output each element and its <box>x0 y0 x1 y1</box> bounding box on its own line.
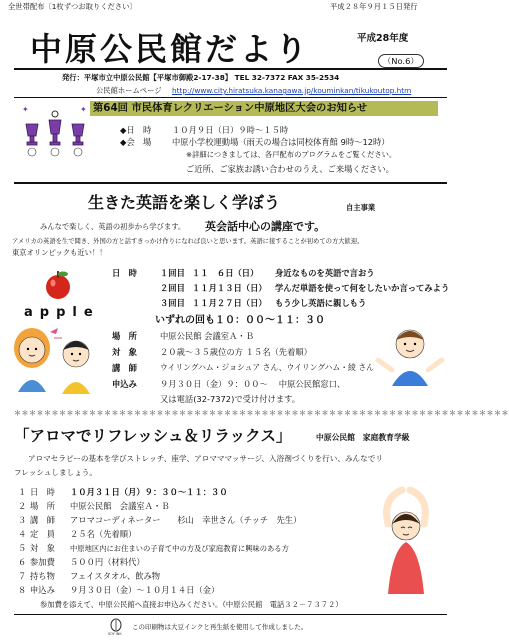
session-2-topic: 学んだ単語を使って何をしたいか言ってみよう <box>275 283 450 293</box>
session-time: いずれの回も１０：００～１１：３０ <box>155 315 325 326</box>
svg-text:✦: ✦ <box>22 105 29 114</box>
children-talking-illustration <box>10 322 102 400</box>
aroma-item-num: ３ <box>18 515 27 525</box>
sports-place-value: 中原小学校運動場（雨天の場合は同校体育館 9時～12時） <box>172 137 390 147</box>
english-course-tag: 自主事業 <box>346 203 376 212</box>
english-lead-big: 英会話中心の講座です。 <box>205 220 326 233</box>
masthead-rule <box>14 68 447 70</box>
olympic-note: 東京オリンピックも近い！！ <box>12 248 107 257</box>
sports-place-label: ◆会 場 <box>120 137 152 147</box>
place-label: 場 所 <box>112 331 137 341</box>
trophy-cups-illustration <box>20 100 90 168</box>
session-3-topic: もう少し英語に親しもう <box>275 298 367 308</box>
aroma-item-label: 講 師 <box>30 515 55 525</box>
aroma-item-label: 参加費 <box>30 557 55 567</box>
aroma-item-label: 定 員 <box>30 529 55 539</box>
aroma-class-title: 「アロマでリフレッシュ＆リラックス」 <box>14 427 292 445</box>
issue-number: （No.6） <box>378 54 424 68</box>
soy-ink-logo <box>108 618 124 636</box>
aroma-item-num: ８ <box>18 585 27 595</box>
session-1-date: １１ ６日（日） <box>192 268 259 278</box>
star-divider: ＊＊＊＊＊＊＊＊＊＊＊＊＊＊＊＊＊＊＊＊＊＊＊＊＊＊＊＊＊＊＊＊＊＊＊＊＊＊＊＊＊＊＊＊＊＊＊＊＊＊＊＊＊＊＊＊＊＊＊＊＊＊＊＊＊＊ <box>14 409 509 417</box>
homepage-label: 公民館ホームページ <box>96 86 162 95</box>
english-lead-small: みんなで楽しく、英語の初歩から学びます。 <box>40 222 186 231</box>
session-3-number: ３回目 <box>160 298 185 308</box>
aroma-desc-2: フレッシュしましょう。 <box>14 468 97 477</box>
aroma-item-value: フェイスタオル、飲み物 <box>70 571 161 581</box>
issue-date: 平成２８年９月１５日発行 <box>330 2 418 11</box>
sports-note-program: ※詳細につきましては、各戸配布のプログラムをご覧ください。 <box>186 150 397 159</box>
section-rule <box>14 182 447 184</box>
distribution-note: 全世帯配布〔1枚ずつお取りください〕 <box>8 2 137 11</box>
aroma-item-6 <box>18 556 145 568</box>
apple-icon <box>42 268 74 300</box>
aroma-item-num: １ <box>18 487 27 497</box>
fiscal-year: 平成28年度 <box>357 33 409 44</box>
aroma-item-num: ７ <box>18 571 27 581</box>
apply-value-2: 又は電話(32-7372)で受け付けます。 <box>160 394 301 404</box>
instructor-value: ウイリングハム・ジョシュア さん、ウイリングハム・綾 さん <box>160 363 374 372</box>
aroma-item-num: ６ <box>18 557 27 567</box>
svg-text:✦: ✦ <box>80 105 87 114</box>
aroma-item-num: ５ <box>18 543 27 553</box>
teacher-man-illustration <box>372 320 448 388</box>
newsletter-title: 中原公民館だより <box>30 30 311 68</box>
aroma-item-label: 対 象 <box>30 543 55 553</box>
schedule-label: 日 時 <box>112 268 137 278</box>
aroma-item-value: ２５名（先着順） <box>70 529 137 539</box>
sports-date-label: ◆日 時 <box>120 125 152 135</box>
english-description: アメリカの英語を生で聞き、外国の方と話すきっかけ作りになれば良いと思います。英語に接することが初めての方大歓迎。 <box>12 238 364 245</box>
aroma-item-label: 場 所 <box>30 501 55 511</box>
aroma-item-1 <box>18 486 228 498</box>
session-1-topic: 身近なものを英語で言おう <box>275 268 375 278</box>
sports-date-value: １０月９日（日）９時～１５時 <box>172 125 289 135</box>
apply-value-1: ９月３０日（金）９：００～ 中原公民館窓口、 <box>160 379 346 389</box>
session-1-number: １回目 <box>160 268 185 278</box>
footer-rule <box>14 614 447 615</box>
aroma-item-value: １０月３１日（月）９：３０～１１：３０ <box>70 487 228 497</box>
svg-text:SOY INK: SOY INK <box>108 632 122 636</box>
aroma-item-5 <box>18 542 289 554</box>
target-value: ２０歳～３５歳位の方 １５名（先着順） <box>160 347 312 357</box>
aroma-item-8 <box>18 584 219 596</box>
aroma-item-value: ５００円（材料代） <box>70 557 145 567</box>
sports-note-invite: ご近所、ご家族お誘い合わせのうえ、ご来場ください。 <box>186 164 394 174</box>
aroma-item-3 <box>18 514 301 526</box>
aroma-item-label: 持ち物 <box>30 571 55 581</box>
aroma-item-2 <box>18 500 170 512</box>
aroma-item-7 <box>18 570 160 582</box>
section-rule <box>14 97 447 98</box>
aroma-apply-note: 参加費を添えて、中原公民館へ直接お申込みください。（中原公民館 電話３２－７３７２） <box>40 600 343 609</box>
aroma-item-num: ４ <box>18 529 27 539</box>
footer-note: この印刷物は大豆インクと再生紙を使用して作成しました。 <box>132 623 308 631</box>
aroma-item-value: ９月３０日（金）～１０月１４日（金） <box>70 585 220 595</box>
homepage-link[interactable]: http://www.city.hiratsuka.kanagawa.jp/kouminkan/tikukoutop.htm <box>172 86 412 95</box>
instructor-label: 講 師 <box>112 363 137 373</box>
place-value: 中原公民館 会議室Ａ・Ｂ <box>160 331 254 341</box>
apple-word: apple <box>24 305 100 320</box>
target-label: 対 象 <box>112 347 137 357</box>
aroma-item-value: 中原公民館 会議室Ａ・Ｂ <box>70 501 170 511</box>
session-3-date: １１月２７日（日） <box>192 298 267 308</box>
aroma-item-label: 日 時 <box>30 487 55 497</box>
aroma-item-value: アロマコーディネーター 杉山 幸世さん（チッチ 先生） <box>70 515 302 525</box>
english-course-title: 生きた英語を楽しく学ぼう <box>88 193 281 212</box>
aroma-class-tag: 中原公民館 家庭教育学級 <box>316 433 410 442</box>
publisher-info: 発行：平塚市立中原公民館【平塚市御殿2-17-38】 TEL 32-7372 FAX 35-2534 <box>62 73 340 82</box>
aroma-item-num: ２ <box>18 501 27 511</box>
session-2-number: ２回目 <box>160 283 185 293</box>
sports-event-title: 第64回 市民体育レクリエーション中原地区大会のお知らせ <box>90 101 438 116</box>
session-2-date: １１月１３日（日） <box>192 283 267 293</box>
apply-label: 申込み <box>112 379 137 389</box>
aroma-item-label: 申込み <box>30 585 55 595</box>
stretching-woman-illustration <box>366 484 446 602</box>
aroma-desc-1: アロマセラピーの基本を学びストレッチ、座学、アロマママッサージ、入浴剤づくりを行い、みんなでリ <box>28 454 383 463</box>
aroma-item-4 <box>18 528 136 540</box>
aroma-item-value: 中原地区内にお住まいの子育て中の方及び家庭教育に興味のある方 <box>70 544 289 553</box>
